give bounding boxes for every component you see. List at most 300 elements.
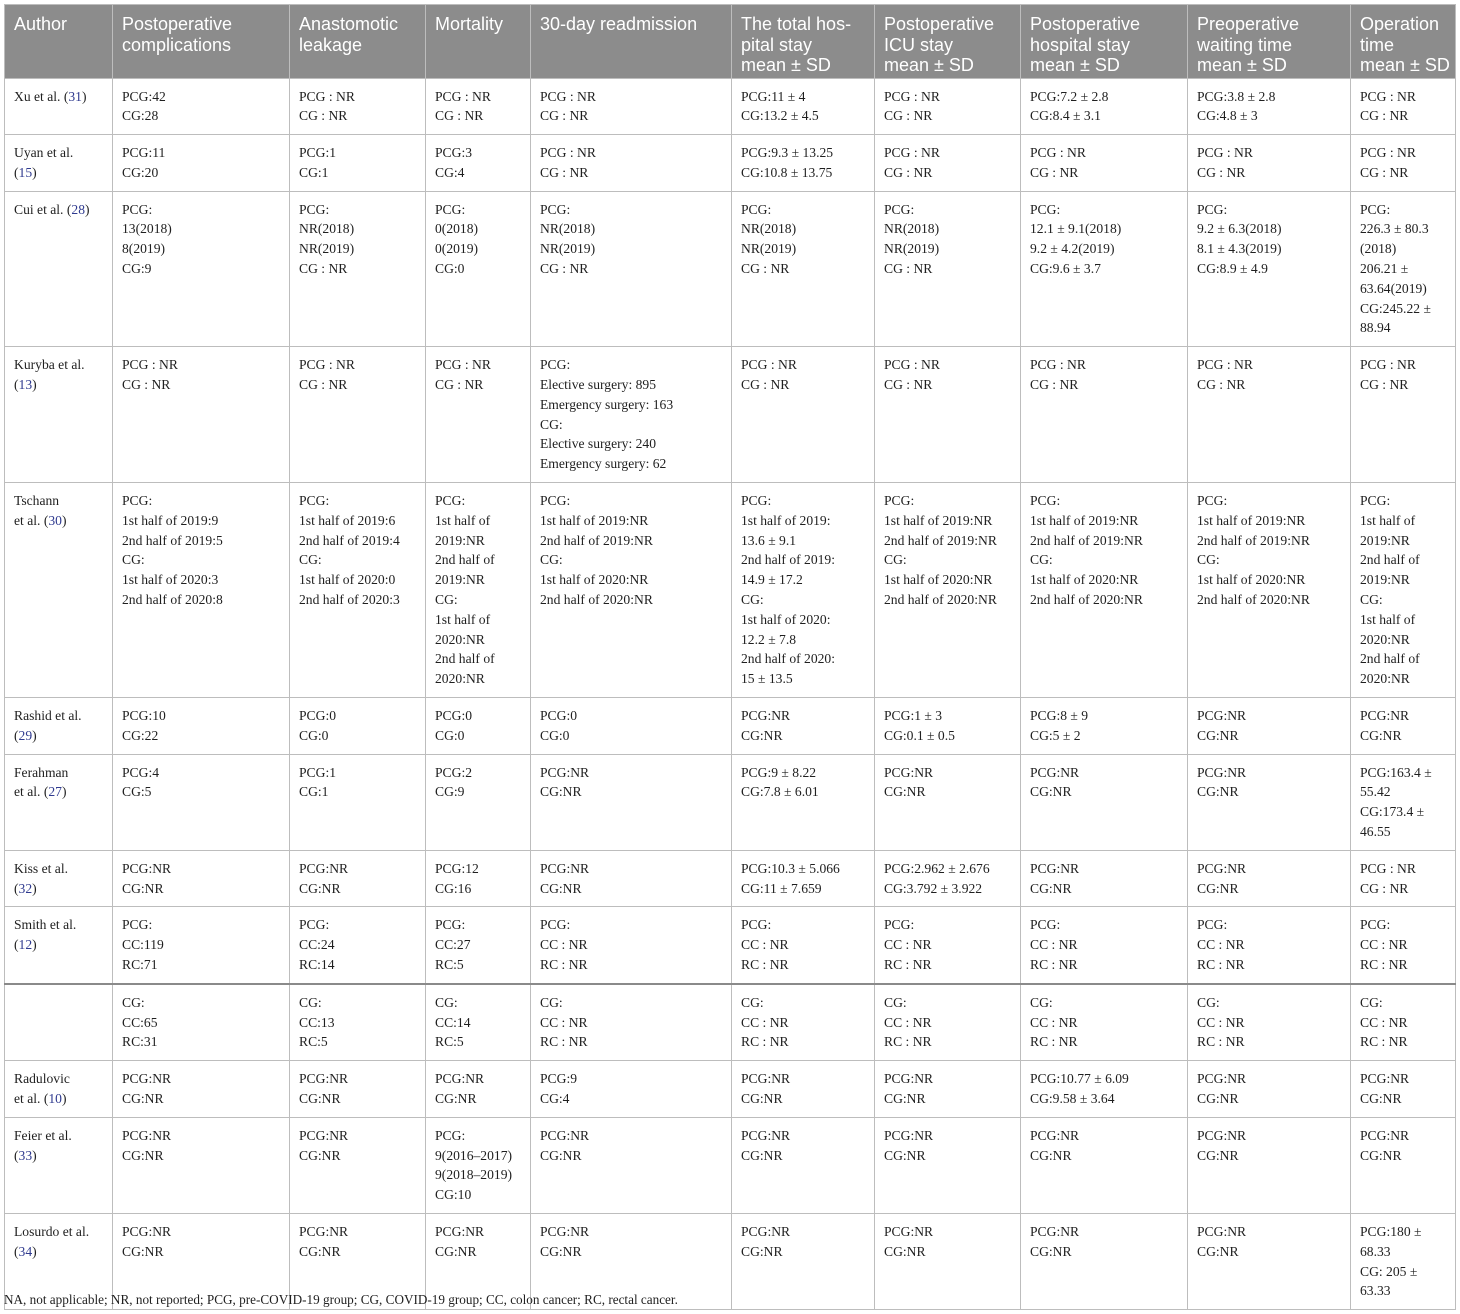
cell-value: CG : NR — [1360, 880, 1409, 896]
data-cell — [875, 754, 1021, 850]
data-cell — [531, 191, 732, 347]
cell-value: CG:NR — [540, 1243, 582, 1259]
cell-value: PCG:163.4 ± — [1360, 764, 1432, 780]
column-header — [1188, 5, 1351, 79]
cell-value: 2020:NR — [435, 631, 485, 647]
data-cell — [875, 135, 1021, 192]
header-row — [5, 5, 1456, 79]
cell-value: PCG:NR — [741, 1071, 791, 1087]
cell-value: PCG:NR — [1360, 1127, 1410, 1143]
data-cell — [1188, 191, 1351, 347]
cell-value: PCG:10.3 ± 5.066 — [741, 860, 840, 876]
column-header-line: mean ± SD — [741, 55, 831, 75]
data-cell — [113, 850, 290, 907]
cell-value: PCG: — [435, 493, 466, 509]
column-header — [113, 5, 290, 79]
cell-value: PCG:NR — [741, 708, 791, 724]
column-header-line: Postoperative — [884, 14, 995, 34]
cell-value: PCG:NR — [1197, 1127, 1247, 1143]
author-text: Uyan et al. — [14, 145, 74, 161]
cell-value: PCG : NR — [741, 357, 797, 373]
data-cell — [290, 984, 426, 1061]
cell-value: CG : NR — [884, 377, 933, 393]
cell-value: NR(2019) — [299, 241, 355, 257]
cell-value: PCG: — [1030, 493, 1061, 509]
author-text: ( — [14, 727, 19, 743]
column-header-line: mean ± SD — [884, 55, 974, 75]
cell-value: PCG : NR — [435, 88, 491, 104]
author-text: ( — [14, 377, 19, 393]
cell-value: 1st half of 2019:6 — [299, 512, 396, 528]
cell-value: CG:NR — [1360, 1090, 1402, 1106]
author-text: ) — [32, 937, 37, 953]
data-cell — [1021, 78, 1188, 135]
data-cell — [1021, 984, 1188, 1061]
cell-value: PCG:0 — [540, 708, 578, 724]
cell-value: CC:13 — [299, 1014, 335, 1030]
reference-link[interactable]: 28 — [71, 201, 85, 217]
cell-value: RC : NR — [1360, 956, 1408, 972]
cell-value: PCG:NR — [884, 1127, 934, 1143]
data-cell — [113, 698, 290, 755]
cell-value: PCG : NR — [299, 88, 355, 104]
cell-value: PCG:NR — [1360, 1071, 1410, 1087]
cell-value: CG: — [299, 552, 322, 568]
table-row — [5, 698, 1456, 755]
data-cell — [875, 1117, 1021, 1213]
author-text: et al. ( — [14, 512, 49, 528]
cell-value: PCG:NR — [1030, 1223, 1080, 1239]
cell-value: 2019:NR — [1360, 572, 1410, 588]
cell-value: 1st half of 2019:NR — [1197, 512, 1306, 528]
data-cell — [1351, 907, 1456, 984]
author-cell — [5, 135, 113, 192]
cell-value: 13.6 ± 9.1 — [741, 532, 797, 548]
cell-value: CG:NR — [741, 1090, 783, 1106]
reference-link[interactable]: 27 — [48, 784, 62, 800]
cell-value: 2nd half of 2019:NR — [884, 532, 997, 548]
cell-value: CG:NR — [540, 880, 582, 896]
cell-value: CG: — [1030, 552, 1053, 568]
data-cell — [1351, 698, 1456, 755]
data-cell — [1188, 984, 1351, 1061]
table-row — [5, 850, 1456, 907]
data-cell — [531, 698, 732, 755]
cell-value: PCG:NR — [884, 764, 934, 780]
cell-value: RC : NR — [741, 956, 789, 972]
cell-value: 9(2018–2019) — [435, 1167, 513, 1183]
cell-value: PCG: — [122, 917, 153, 933]
data-cell — [1188, 347, 1351, 483]
cell-value: PCG:11 — [122, 145, 166, 161]
cell-value: PCG : NR — [1360, 88, 1416, 104]
cell-value: PCG:NR — [1030, 860, 1080, 876]
cell-value: CG:10 — [435, 1187, 472, 1203]
cell-value: 15 ± 13.5 — [741, 671, 793, 687]
cell-value: 2nd half of 2020: — [741, 651, 836, 667]
cell-value: CC : NR — [1030, 1014, 1078, 1030]
author-cell — [5, 850, 113, 907]
author-name — [14, 915, 103, 935]
table-row — [5, 347, 1456, 483]
cell-value: PCG : NR — [1360, 357, 1416, 373]
cell-value: CG:NR — [435, 1090, 477, 1106]
cell-value: 12.1 ± 9.1(2018) — [1030, 221, 1122, 237]
data-cell — [1021, 850, 1188, 907]
table-row — [5, 483, 1456, 698]
data-cell — [290, 483, 426, 698]
cell-value: CG : NR — [435, 108, 484, 124]
cell-value: CG:245.22 ± — [1360, 300, 1431, 316]
cell-value: Emergency surgery: 62 — [540, 456, 667, 472]
data-cell — [290, 191, 426, 347]
cell-value: 55.42 — [1360, 784, 1391, 800]
data-cell — [113, 1061, 290, 1118]
cell-value: CG:NR — [1360, 727, 1402, 743]
cell-value: PCG:NR — [122, 860, 172, 876]
reference-link[interactable]: 29 — [18, 727, 33, 743]
cell-value: CG: — [884, 552, 907, 568]
cell-value: PCG : NR — [1030, 357, 1086, 373]
data-cell — [732, 907, 875, 984]
cell-value: PCG : NR — [540, 145, 596, 161]
cell-value: CG:1 — [299, 164, 329, 180]
column-header-line: time — [1360, 34, 1395, 55]
data-cell — [113, 907, 290, 984]
data-cell — [426, 1117, 531, 1213]
cell-value: NR(2018) — [884, 221, 940, 237]
author-name — [14, 763, 103, 783]
cell-value: CG:NR — [299, 1243, 341, 1259]
cell-value: 1st half of 2020:3 — [122, 572, 219, 588]
author-text: ( — [14, 164, 19, 180]
cell-value: 2nd half of 2020:NR — [1030, 592, 1143, 608]
cell-value: CG : NR — [299, 261, 348, 277]
reference-link[interactable]: 32 — [18, 880, 33, 896]
cell-value: CG:4 — [435, 164, 465, 180]
cell-value: CG : NR — [1030, 164, 1079, 180]
cell-value: PCG:9 — [540, 1071, 578, 1087]
data-cell — [875, 1213, 1021, 1309]
data-cell — [875, 1061, 1021, 1118]
cell-value: CC:119 — [122, 937, 164, 953]
cell-value: CG:22 — [122, 727, 159, 743]
cell-value: CG: — [435, 994, 458, 1010]
cell-value: PCG: — [1030, 201, 1061, 217]
column-header-line: The total hos- — [741, 14, 852, 34]
cell-value: 9.2 ± 4.2(2019) — [1030, 241, 1115, 257]
table-row — [5, 754, 1456, 850]
cell-value: 1st half of 2019: — [741, 512, 831, 528]
cell-value: CG:NR — [435, 1243, 477, 1259]
cell-value: PCG : NR — [122, 357, 178, 373]
cell-value: CG : NR — [1360, 377, 1409, 393]
data-cell — [732, 1117, 875, 1213]
column-header-line: complications — [122, 34, 232, 55]
cell-value: PCG : NR — [1197, 357, 1253, 373]
data-cell — [1188, 1061, 1351, 1118]
cell-value: PCG:NR — [122, 1223, 172, 1239]
author-name-cont — [14, 511, 103, 531]
cell-value: 2nd half of 2020:8 — [122, 592, 223, 608]
cell-value: PCG:NR — [299, 860, 349, 876]
cell-value: CG:9 — [435, 784, 465, 800]
cell-value: PCG: — [299, 201, 330, 217]
author-cell — [5, 78, 113, 135]
data-cell — [426, 984, 531, 1061]
column-header — [531, 5, 732, 79]
data-cell — [113, 984, 290, 1061]
cell-value: CG:9.6 ± 3.7 — [1030, 261, 1101, 277]
data-cell — [290, 1117, 426, 1213]
cell-value: PCG:NR — [435, 1071, 485, 1087]
cell-value: PCG: — [540, 493, 571, 509]
data-cell — [1021, 698, 1188, 755]
data-cell — [531, 754, 732, 850]
reference-link[interactable]: 31 — [68, 88, 82, 104]
cell-value: CG:10.8 ± 13.75 — [741, 164, 833, 180]
cell-value: PCG: — [122, 493, 153, 509]
author-name — [14, 1069, 103, 1089]
reference-link[interactable]: 12 — [18, 937, 33, 953]
column-header-line: Preoperative — [1197, 14, 1300, 34]
cell-value: 2nd half of 2020:NR — [540, 592, 653, 608]
data-cell — [1021, 1117, 1188, 1213]
cell-value: CG:NR — [1030, 880, 1072, 896]
data-cell — [1188, 78, 1351, 135]
cell-value: PCG:3.8 ± 2.8 — [1197, 88, 1276, 104]
cell-value: 2nd half of — [435, 552, 495, 568]
data-cell — [1021, 907, 1188, 984]
author-name — [14, 87, 103, 107]
cell-value: RC:5 — [299, 1034, 328, 1050]
cell-value: RC : NR — [1360, 1034, 1408, 1050]
author-cell — [5, 483, 113, 698]
column-header-line: Postoperative — [1030, 14, 1141, 34]
cell-value: PCG:NR — [1030, 1127, 1080, 1143]
cell-value: CG: — [1030, 994, 1053, 1010]
data-cell — [531, 1061, 732, 1118]
cell-value: PCG:7.2 ± 2.8 — [1030, 88, 1109, 104]
cell-value: CG:NR — [122, 1147, 164, 1163]
reference-link[interactable]: 15 — [18, 164, 33, 180]
cell-value: PCG:9 ± 8.22 — [741, 764, 817, 780]
data-cell — [1351, 78, 1456, 135]
author-name — [14, 200, 103, 220]
cell-value: PCG:NR — [299, 1071, 349, 1087]
cell-value: 2020:NR — [435, 671, 485, 687]
cell-value: NR(2018) — [299, 221, 355, 237]
cell-value: PCG:42 — [122, 88, 166, 104]
cell-value: CG:9.58 ± 3.64 — [1030, 1090, 1115, 1106]
cell-value: PCG:8 ± 9 — [1030, 708, 1089, 724]
cell-value: 8.1 ± 4.3(2019) — [1197, 241, 1282, 257]
cell-value: 1st half of 2020:NR — [1197, 572, 1306, 588]
author-text: ( — [14, 1243, 19, 1259]
cell-value: PCG: — [122, 201, 153, 217]
data-cell — [290, 135, 426, 192]
cell-value: Elective surgery: 895 — [540, 377, 657, 393]
cell-value: 68.33 — [1360, 1243, 1391, 1259]
cell-value: 0(2019) — [435, 241, 479, 257]
cell-value: 2nd half of 2019:4 — [299, 532, 400, 548]
cell-value: CG:NR — [1197, 784, 1239, 800]
data-cell — [1351, 850, 1456, 907]
data-cell — [113, 347, 290, 483]
column-header-line: Author — [14, 14, 68, 34]
reference-link[interactable]: 34 — [18, 1243, 33, 1259]
data-cell — [290, 907, 426, 984]
cell-value: 1st half of — [435, 512, 491, 528]
author-name-cont — [14, 935, 103, 955]
cell-value: PCG : NR — [1030, 145, 1086, 161]
cell-value: CG: — [540, 416, 563, 432]
data-cell — [113, 754, 290, 850]
data-cell — [1021, 754, 1188, 850]
cell-value: RC:5 — [435, 956, 464, 972]
data-cell — [1021, 1213, 1188, 1309]
cell-value: CG : NR — [122, 377, 171, 393]
reference-link[interactable]: 13 — [18, 377, 33, 393]
author-text: ) — [61, 512, 67, 528]
column-header — [732, 5, 875, 79]
author-text: ) — [61, 784, 67, 800]
cell-value: PCG:NR — [1197, 1223, 1247, 1239]
data-cell — [1188, 850, 1351, 907]
cell-value: CG : NR — [1030, 377, 1079, 393]
data-cell — [531, 984, 732, 1061]
author-text: ( — [14, 880, 19, 896]
cell-value: CG : NR — [540, 164, 589, 180]
cell-value: PCG:NR — [122, 1071, 172, 1087]
author-name-cont — [14, 1242, 103, 1262]
data-cell — [1021, 347, 1188, 483]
data-cell — [113, 1117, 290, 1213]
cell-value: CG:0 — [299, 727, 329, 743]
cell-value: PCG:NR — [540, 1223, 590, 1239]
cell-value: RC : NR — [884, 1034, 932, 1050]
cell-value: RC : NR — [741, 1034, 789, 1050]
cell-value: 226.3 ± 80.3 — [1360, 221, 1429, 237]
data-cell — [732, 1061, 875, 1118]
data-cell — [290, 1061, 426, 1118]
table-row — [5, 135, 1456, 192]
data-cell — [426, 754, 531, 850]
reference-link[interactable]: 30 — [48, 512, 62, 528]
data-cell — [1021, 191, 1188, 347]
cell-value: CG: — [540, 552, 563, 568]
cell-value: RC:71 — [122, 956, 158, 972]
column-header-line: Anastomotic — [299, 14, 399, 34]
cell-value: PCG:10 — [122, 708, 166, 724]
cell-value: RC : NR — [1030, 1034, 1078, 1050]
cell-value: PCG: — [1360, 201, 1391, 217]
cell-value: CG:NR — [1030, 1147, 1072, 1163]
cell-value: 2020:NR — [1360, 631, 1410, 647]
cell-value: 13(2018) — [122, 221, 172, 237]
data-cell — [531, 1117, 732, 1213]
cell-value: CC:24 — [299, 937, 335, 953]
author-name-cont — [14, 1089, 103, 1109]
cell-value: CG:NR — [741, 1147, 783, 1163]
cell-value: 2nd half of 2019:NR — [540, 532, 653, 548]
author-name — [14, 859, 103, 879]
data-cell — [113, 135, 290, 192]
author-name — [14, 706, 103, 726]
cell-value: PCG:NR — [1360, 708, 1410, 724]
cell-value: CG: 205 ± — [1360, 1263, 1418, 1279]
cell-value: 14.9 ± 17.2 — [741, 572, 803, 588]
cell-value: PCG: — [1197, 201, 1228, 217]
cell-value: 2nd half of 2020:NR — [884, 592, 997, 608]
cell-value: 8(2019) — [122, 241, 166, 257]
cell-value: CG:28 — [122, 108, 159, 124]
cell-value: Emergency surgery: 163 — [540, 396, 674, 412]
author-text: ) — [32, 727, 37, 743]
data-cell — [1021, 135, 1188, 192]
cell-value: PCG:NR — [435, 1223, 485, 1239]
cell-value: 2nd half of 2020:3 — [299, 592, 400, 608]
cell-value: CC : NR — [884, 1014, 932, 1030]
cell-value: PCG : NR — [1197, 145, 1253, 161]
author-text: ) — [61, 1090, 67, 1106]
cell-value: CG:NR — [540, 1147, 582, 1163]
cell-value: CG:8.4 ± 3.1 — [1030, 108, 1101, 124]
cell-value: RC : NR — [884, 956, 932, 972]
cell-value: RC : NR — [1030, 956, 1078, 972]
data-cell — [1351, 483, 1456, 698]
cell-value: CG:3.792 ± 3.922 — [884, 880, 983, 896]
cell-value: PCG : NR — [435, 357, 491, 373]
cell-value: CG:1 — [299, 784, 329, 800]
cell-value: CG:NR — [540, 784, 582, 800]
cell-value: 1st half of 2020:NR — [884, 572, 993, 588]
reference-link[interactable]: 10 — [48, 1090, 62, 1106]
cell-value: CG : NR — [884, 108, 933, 124]
author-text: Radulovic — [14, 1071, 70, 1087]
cell-value: 2nd half of — [1360, 651, 1420, 667]
data-cell — [732, 78, 875, 135]
cell-value: PCG:NR — [741, 1223, 791, 1239]
cell-value: CG: — [741, 592, 764, 608]
column-header-line: mean ± SD — [1197, 55, 1287, 75]
data-cell — [290, 347, 426, 483]
data-cell — [531, 907, 732, 984]
author-name-cont — [14, 782, 103, 802]
author-name-cont — [14, 1146, 103, 1166]
author-name — [14, 1126, 103, 1146]
data-cell — [875, 483, 1021, 698]
author-name — [14, 1222, 103, 1242]
cell-value: PCG:NR — [884, 1223, 934, 1239]
data-cell — [290, 850, 426, 907]
cell-value: CC : NR — [540, 1014, 588, 1030]
data-cell — [426, 850, 531, 907]
column-header-line: Mortality — [435, 14, 504, 34]
reference-link[interactable]: 33 — [18, 1147, 33, 1163]
cell-value: PCG:NR — [884, 1071, 934, 1087]
column-header — [5, 5, 113, 79]
cell-value: PCG:0 — [435, 708, 473, 724]
cell-value: CG : NR — [299, 108, 348, 124]
cell-value: CG:5 ± 2 — [1030, 727, 1081, 743]
cell-value: PCG: — [741, 917, 772, 933]
cell-value: CG:7.8 ± 6.01 — [741, 784, 819, 800]
column-header — [1351, 5, 1456, 79]
data-cell — [290, 698, 426, 755]
cell-value: CG:NR — [884, 1147, 926, 1163]
cell-value: CG: — [1197, 552, 1220, 568]
